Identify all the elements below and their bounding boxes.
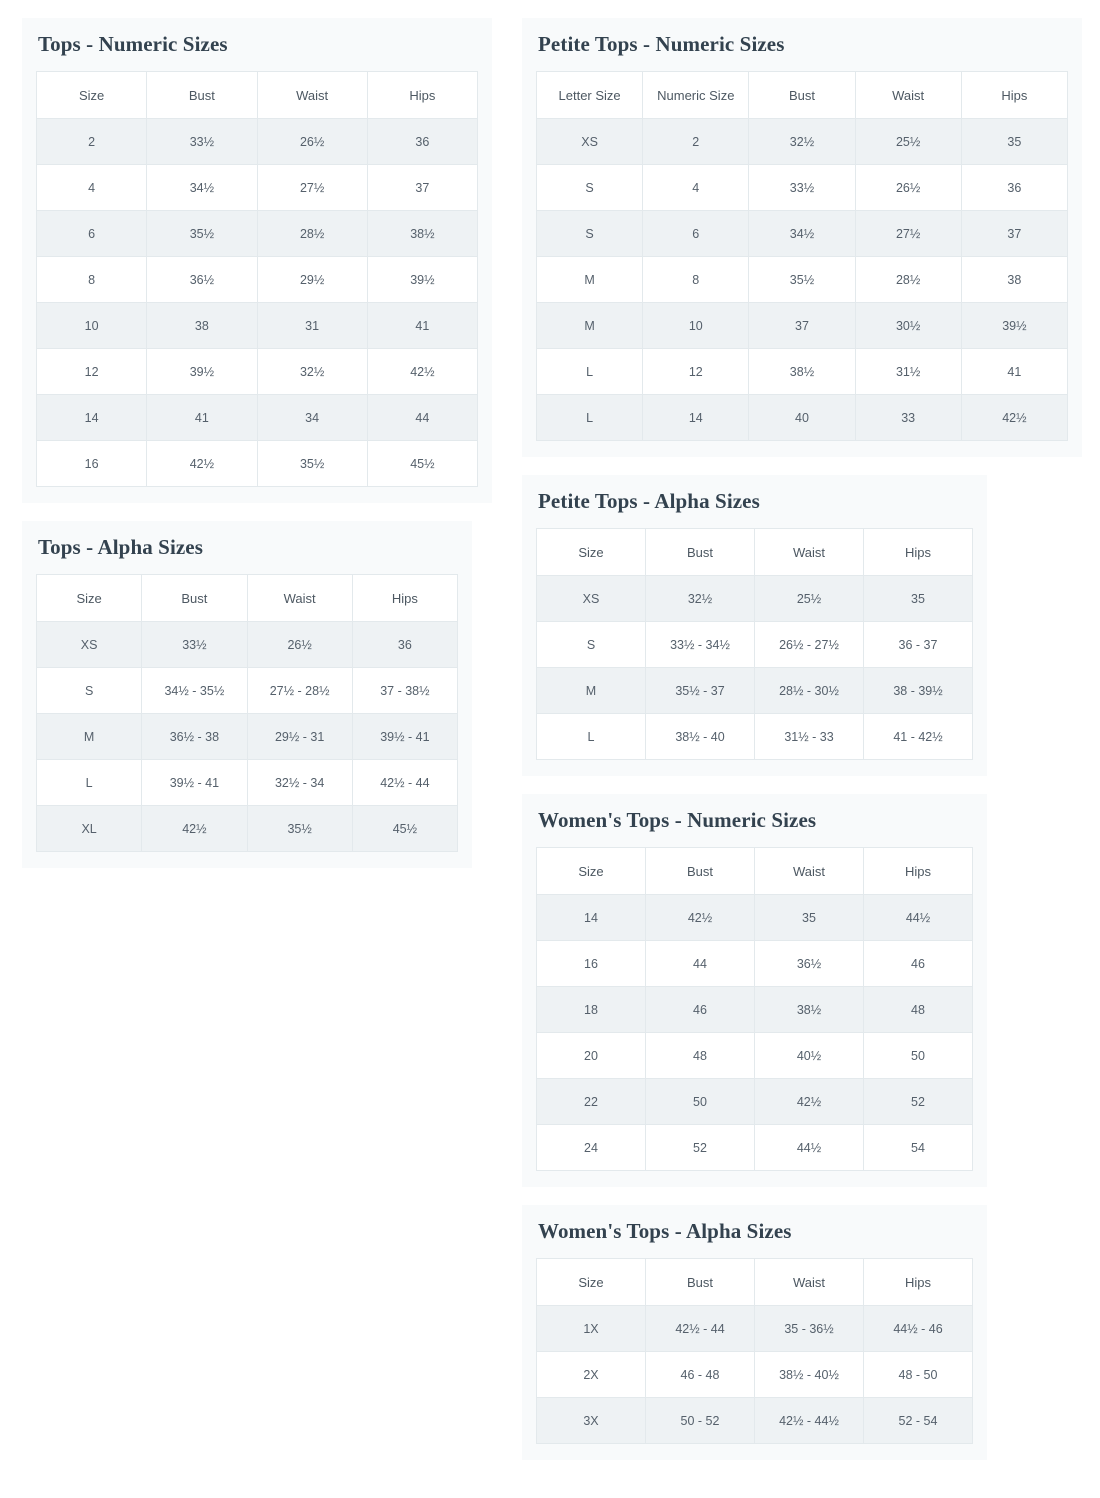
cell: 2	[37, 119, 147, 165]
table-header-row	[537, 1259, 973, 1306]
cell: 42½ - 44	[352, 760, 457, 806]
section-tops-alpha	[22, 521, 472, 868]
cell: 35½	[257, 441, 367, 487]
cell: 38½ - 40½	[755, 1352, 864, 1398]
cell: 36 - 37	[864, 622, 973, 668]
table-row	[37, 806, 458, 852]
cell: XS	[537, 119, 643, 165]
cell: 14	[537, 895, 646, 941]
cell: 41 - 42½	[864, 714, 973, 760]
cell: 32½	[257, 349, 367, 395]
cell: 35½	[147, 211, 257, 257]
column-header: Waist	[257, 72, 367, 119]
table-row	[537, 165, 1068, 211]
cell: S	[537, 622, 646, 668]
cell: 27½	[855, 211, 961, 257]
column-header: Size	[537, 1259, 646, 1306]
cell: 39½ - 41	[142, 760, 247, 806]
table-row	[37, 165, 478, 211]
cell: 8	[37, 257, 147, 303]
table-row	[537, 1306, 973, 1352]
cell: 42½ - 44	[646, 1306, 755, 1352]
cell: 37	[749, 303, 855, 349]
table-row	[37, 714, 458, 760]
column-header: Size	[37, 72, 147, 119]
cell: XL	[37, 806, 142, 852]
cell: 32½	[646, 576, 755, 622]
cell: 28½	[855, 257, 961, 303]
cell: 42½	[755, 1079, 864, 1125]
cell: 35 - 36½	[755, 1306, 864, 1352]
cell: 33	[855, 395, 961, 441]
table-row	[37, 303, 478, 349]
cell: 44½ - 46	[864, 1306, 973, 1352]
table-row	[37, 119, 478, 165]
table-row	[537, 1125, 973, 1171]
cell: 35½ - 37	[646, 668, 755, 714]
cell: 25½	[855, 119, 961, 165]
cell: 35	[755, 895, 864, 941]
cell: XS	[37, 622, 142, 668]
cell: 50	[864, 1033, 973, 1079]
column-header: Waist	[247, 575, 352, 622]
cell: 31	[257, 303, 367, 349]
cell: 10	[643, 303, 749, 349]
table-row	[537, 119, 1068, 165]
column-header: Size	[37, 575, 142, 622]
cell: 50	[646, 1079, 755, 1125]
cell: 42½	[147, 441, 257, 487]
table-header-row	[537, 529, 973, 576]
column-header: Size	[537, 529, 646, 576]
cell: 29½	[257, 257, 367, 303]
page-title-womens-tops-alpha: Women's Tops - Alpha Sizes	[538, 1219, 792, 1243]
cell: 16	[537, 941, 646, 987]
cell: L	[537, 349, 643, 395]
cell: 52 - 54	[864, 1398, 973, 1444]
table-row	[537, 1398, 973, 1444]
column-header: Hips	[864, 1259, 973, 1306]
cell: 36	[961, 165, 1067, 211]
cell: 33½	[749, 165, 855, 211]
cell: 36½	[755, 941, 864, 987]
section-petite-tops-numeric	[522, 18, 1082, 457]
cell: 20	[537, 1033, 646, 1079]
cell: 48	[646, 1033, 755, 1079]
cell: 14	[37, 395, 147, 441]
table-row	[37, 211, 478, 257]
column-header: Size	[537, 848, 646, 895]
cell: 26½	[257, 119, 367, 165]
cell: S	[537, 165, 643, 211]
column-header: Hips	[961, 72, 1067, 119]
cell: S	[537, 211, 643, 257]
table-row	[537, 303, 1068, 349]
table-row	[537, 622, 973, 668]
table-row	[537, 211, 1068, 257]
cell: 34½ - 35½	[142, 668, 247, 714]
cell: 35½	[247, 806, 352, 852]
page-title-petite-tops-alpha: Petite Tops - Alpha Sizes	[538, 489, 760, 513]
cell: 28½ - 30½	[755, 668, 864, 714]
cell: 38 - 39½	[864, 668, 973, 714]
section-womens-tops-alpha	[522, 1205, 987, 1460]
table-row	[37, 622, 458, 668]
section-womens-tops-numeric	[522, 794, 987, 1187]
cell: 12	[37, 349, 147, 395]
table-head	[537, 848, 973, 895]
cell: 52	[864, 1079, 973, 1125]
column-header: Hips	[864, 529, 973, 576]
cell: 42½	[646, 895, 755, 941]
cell: 16	[37, 441, 147, 487]
table-womens-tops-alpha	[536, 1258, 973, 1444]
table-body	[537, 576, 973, 760]
cell: 29½ - 31	[247, 714, 352, 760]
cell: 12	[643, 349, 749, 395]
cell: 34½	[749, 211, 855, 257]
table-petite-tops-alpha	[536, 528, 973, 760]
cell: 38½	[749, 349, 855, 395]
page-title-tops-alpha: Tops - Alpha Sizes	[38, 535, 204, 559]
column-header: Bust	[646, 1259, 755, 1306]
column-header: Hips	[367, 72, 477, 119]
cell: 36½	[147, 257, 257, 303]
table-row	[537, 987, 973, 1033]
column-header: Waist	[755, 529, 864, 576]
cell: 27½ - 28½	[247, 668, 352, 714]
cell: 26½ - 27½	[755, 622, 864, 668]
page-title-womens-tops-numeric: Women's Tops - Numeric Sizes	[538, 808, 817, 832]
cell: 37 - 38½	[352, 668, 457, 714]
table-row	[537, 668, 973, 714]
cell: 2X	[537, 1352, 646, 1398]
cell: 38	[147, 303, 257, 349]
table-head	[37, 575, 458, 622]
section-tops-numeric	[22, 18, 492, 503]
table-row	[37, 760, 458, 806]
column-header: Hips	[864, 848, 973, 895]
cell: 2	[643, 119, 749, 165]
column-header: Bust	[147, 72, 257, 119]
table-head	[37, 72, 478, 119]
cell: M	[537, 303, 643, 349]
cell: S	[37, 668, 142, 714]
cell: 4	[643, 165, 749, 211]
cell: 36	[352, 622, 457, 668]
cell: 3X	[537, 1398, 646, 1444]
table-row	[537, 349, 1068, 395]
table-head	[537, 529, 973, 576]
cell: 22	[537, 1079, 646, 1125]
table-row	[537, 1079, 973, 1125]
cell: 34	[257, 395, 367, 441]
table-row	[37, 257, 478, 303]
cell: 37	[961, 211, 1067, 257]
cell: 52	[646, 1125, 755, 1171]
cell: 39½ - 41	[352, 714, 457, 760]
cell: 35	[961, 119, 1067, 165]
right-column	[522, 18, 1082, 1478]
table-row	[537, 576, 973, 622]
cell: 54	[864, 1125, 973, 1171]
page-title-tops-numeric: Tops - Numeric Sizes	[38, 32, 228, 56]
cell: 39½	[961, 303, 1067, 349]
cell: 36	[367, 119, 477, 165]
column-header: Hips	[352, 575, 457, 622]
cell: 28½	[257, 211, 367, 257]
table-body	[37, 622, 458, 852]
cell: 18	[537, 987, 646, 1033]
cell: 44	[646, 941, 755, 987]
table-row	[537, 1352, 973, 1398]
table-row	[537, 895, 973, 941]
column-header: Bust	[142, 575, 247, 622]
cell: 42½	[142, 806, 247, 852]
cell: 48	[864, 987, 973, 1033]
cell: 40	[749, 395, 855, 441]
cell: 38½ - 40	[646, 714, 755, 760]
cell: 31½	[855, 349, 961, 395]
column-header: Numeric Size	[643, 72, 749, 119]
cell: 42½ - 44½	[755, 1398, 864, 1444]
cell: 34½	[147, 165, 257, 211]
cell: M	[537, 668, 646, 714]
column-header: Bust	[646, 529, 755, 576]
cell: 25½	[755, 576, 864, 622]
table-header-row	[37, 72, 478, 119]
table-body	[537, 119, 1068, 441]
cell: 33½	[142, 622, 247, 668]
cell: 26½	[855, 165, 961, 211]
table-row	[537, 1033, 973, 1079]
cell: 45½	[352, 806, 457, 852]
column-header: Waist	[855, 72, 961, 119]
cell: 41	[367, 303, 477, 349]
cell: M	[37, 714, 142, 760]
cell: 41	[147, 395, 257, 441]
cell: 38½	[755, 987, 864, 1033]
table-petite-tops-numeric	[536, 71, 1068, 441]
cell: 35½	[749, 257, 855, 303]
cell: 4	[37, 165, 147, 211]
column-header: Bust	[646, 848, 755, 895]
cell: 27½	[257, 165, 367, 211]
cell: 46	[864, 941, 973, 987]
cell: 48 - 50	[864, 1352, 973, 1398]
table-row	[537, 395, 1068, 441]
cell: L	[37, 760, 142, 806]
cell: 8	[643, 257, 749, 303]
cell: 44½	[755, 1125, 864, 1171]
table-row	[37, 668, 458, 714]
cell: XS	[537, 576, 646, 622]
cell: 24	[537, 1125, 646, 1171]
column-header: Waist	[755, 848, 864, 895]
cell: 1X	[537, 1306, 646, 1352]
cell: 32½ - 34	[247, 760, 352, 806]
column-header: Letter Size	[537, 72, 643, 119]
cell: 36½ - 38	[142, 714, 247, 760]
cell: 46 - 48	[646, 1352, 755, 1398]
table-row	[537, 941, 973, 987]
table-tops-alpha	[36, 574, 458, 852]
cell: 30½	[855, 303, 961, 349]
table-row	[537, 257, 1068, 303]
cell: 50 - 52	[646, 1398, 755, 1444]
table-body	[37, 119, 478, 487]
cell: 10	[37, 303, 147, 349]
cell: 37	[367, 165, 477, 211]
cell: 45½	[367, 441, 477, 487]
cell: 38½	[367, 211, 477, 257]
cell: 38	[961, 257, 1067, 303]
table-head	[537, 72, 1068, 119]
cell: M	[537, 257, 643, 303]
table-head	[537, 1259, 973, 1306]
column-header: Bust	[749, 72, 855, 119]
table-row	[37, 349, 478, 395]
section-petite-tops-alpha	[522, 475, 987, 776]
cell: L	[537, 714, 646, 760]
cell: 46	[646, 987, 755, 1033]
cell: 44½	[864, 895, 973, 941]
cell: 33½ - 34½	[646, 622, 755, 668]
table-header-row	[537, 848, 973, 895]
left-column	[22, 18, 492, 886]
column-header: Waist	[755, 1259, 864, 1306]
cell: L	[537, 395, 643, 441]
table-row	[37, 395, 478, 441]
cell: 39½	[367, 257, 477, 303]
cell: 33½	[147, 119, 257, 165]
cell: 6	[37, 211, 147, 257]
cell: 42½	[961, 395, 1067, 441]
cell: 41	[961, 349, 1067, 395]
table-tops-numeric	[36, 71, 478, 487]
cell: 35	[864, 576, 973, 622]
cell: 32½	[749, 119, 855, 165]
cell: 42½	[367, 349, 477, 395]
cell: 40½	[755, 1033, 864, 1079]
table-row	[537, 714, 973, 760]
cell: 44	[367, 395, 477, 441]
page-title-petite-tops-numeric: Petite Tops - Numeric Sizes	[538, 32, 785, 56]
table-row	[37, 441, 478, 487]
table-body	[537, 895, 973, 1171]
cell: 26½	[247, 622, 352, 668]
table-header-row	[537, 72, 1068, 119]
cell: 39½	[147, 349, 257, 395]
cell: 31½ - 33	[755, 714, 864, 760]
table-header-row	[37, 575, 458, 622]
table-womens-tops-numeric	[536, 847, 973, 1171]
table-body	[537, 1306, 973, 1444]
cell: 6	[643, 211, 749, 257]
cell: 14	[643, 395, 749, 441]
